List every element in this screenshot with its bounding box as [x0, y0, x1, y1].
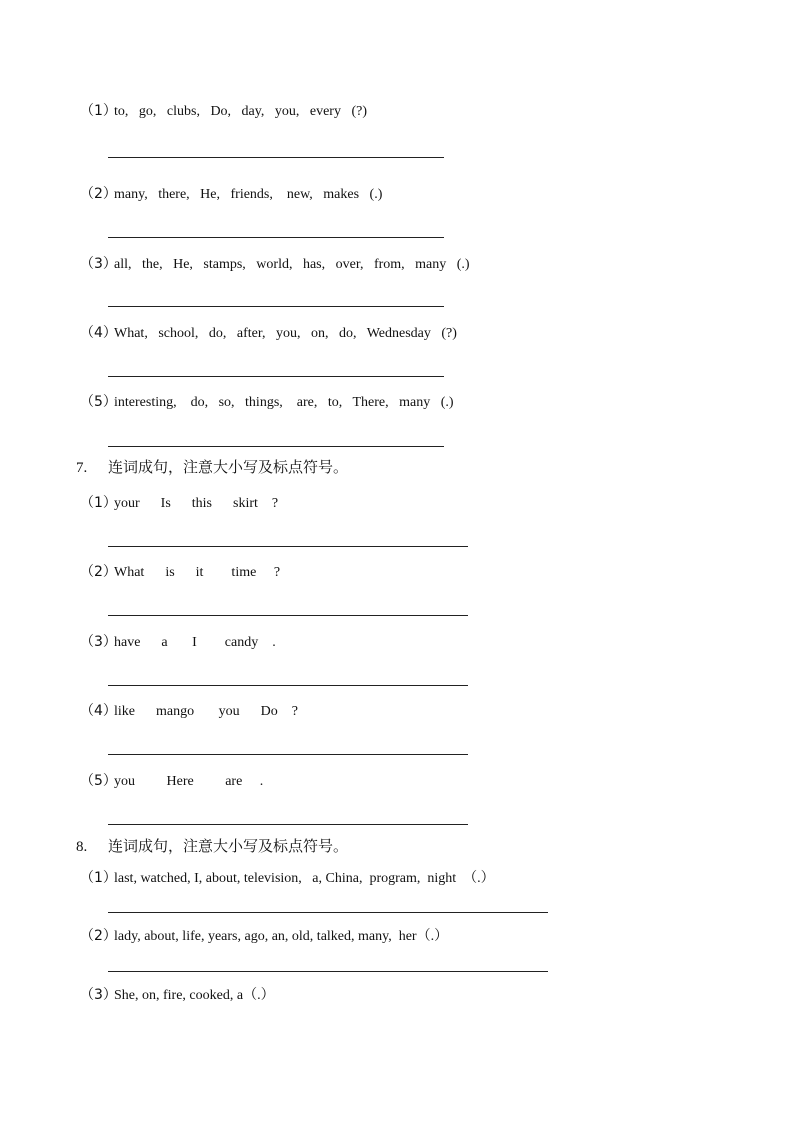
item-words: to, go, clubs, Do, day, you, every (?): [114, 104, 367, 119]
s6-item-3: [80, 255, 470, 274]
item-number: （5）: [80, 773, 117, 789]
section-title: 连词成句，注意大小写及标点符号。: [108, 837, 349, 855]
answer-line[interactable]: [108, 306, 444, 307]
s7-item-4: [80, 702, 298, 721]
answer-line[interactable]: [108, 685, 468, 686]
item-words: She, on, fire, cooked, a（.）: [114, 988, 275, 1003]
s7-item-1: [80, 494, 278, 513]
section-number: 7.: [76, 460, 88, 476]
item-words: What is it time ?: [114, 565, 281, 580]
s7-item-2: [80, 563, 280, 582]
s8-item-1: [80, 869, 495, 888]
item-words: What, school, do, after, you, on, do, Wednesday (?): [114, 326, 457, 341]
s8-item-3: [80, 986, 275, 1005]
section-number: 8.: [76, 839, 88, 855]
item-words: your Is this skirt ?: [114, 496, 279, 511]
s7-item-3: [80, 633, 276, 652]
answer-line[interactable]: [108, 754, 468, 755]
item-number: （5）: [80, 394, 117, 410]
item-number: （4）: [80, 325, 117, 341]
item-number: （3）: [80, 987, 117, 1003]
s6-item-4: [80, 324, 457, 343]
item-number: （3）: [80, 256, 117, 272]
section-7-heading: [76, 458, 348, 477]
item-words: like mango you Do ?: [114, 704, 298, 719]
s7-item-5: [80, 772, 263, 791]
answer-line[interactable]: [108, 824, 468, 825]
item-number: （1）: [80, 495, 117, 511]
item-words: have a I candy .: [114, 635, 276, 650]
section-title: 连词成句，注意大小写及标点符号。: [108, 458, 349, 476]
item-number: （1）: [80, 870, 117, 886]
item-words: you Here are .: [114, 774, 264, 789]
item-number: （2）: [80, 928, 117, 944]
answer-line[interactable]: [108, 157, 444, 158]
item-number: （3）: [80, 634, 117, 650]
item-words: last, watched, I, about, television, a, China, program, night （.）: [114, 871, 495, 886]
s6-item-5: [80, 393, 454, 412]
answer-line[interactable]: [108, 546, 468, 547]
item-words: lady, about, life, years, ago, an, old, talked, many, her（.）: [114, 929, 449, 944]
item-words: interesting, do, so, things, are, to, There, many (.): [114, 395, 454, 410]
item-words: many, there, He, friends, new, makes (.): [114, 187, 383, 202]
item-words: all, the, He, stamps, world, has, over, from, many (.): [114, 257, 470, 272]
s8-item-2: [80, 927, 448, 946]
s6-item-1: [80, 102, 367, 121]
answer-line[interactable]: [108, 971, 548, 972]
answer-line[interactable]: [108, 446, 444, 447]
item-number: （1）: [80, 103, 117, 119]
s6-item-2: [80, 185, 382, 204]
item-number: （4）: [80, 703, 117, 719]
answer-line[interactable]: [108, 237, 444, 238]
section-8-heading: [76, 837, 348, 856]
item-number: （2）: [80, 564, 117, 580]
item-number: （2）: [80, 186, 117, 202]
answer-line[interactable]: [108, 376, 444, 377]
answer-line[interactable]: [108, 615, 468, 616]
answer-line[interactable]: [108, 912, 548, 913]
